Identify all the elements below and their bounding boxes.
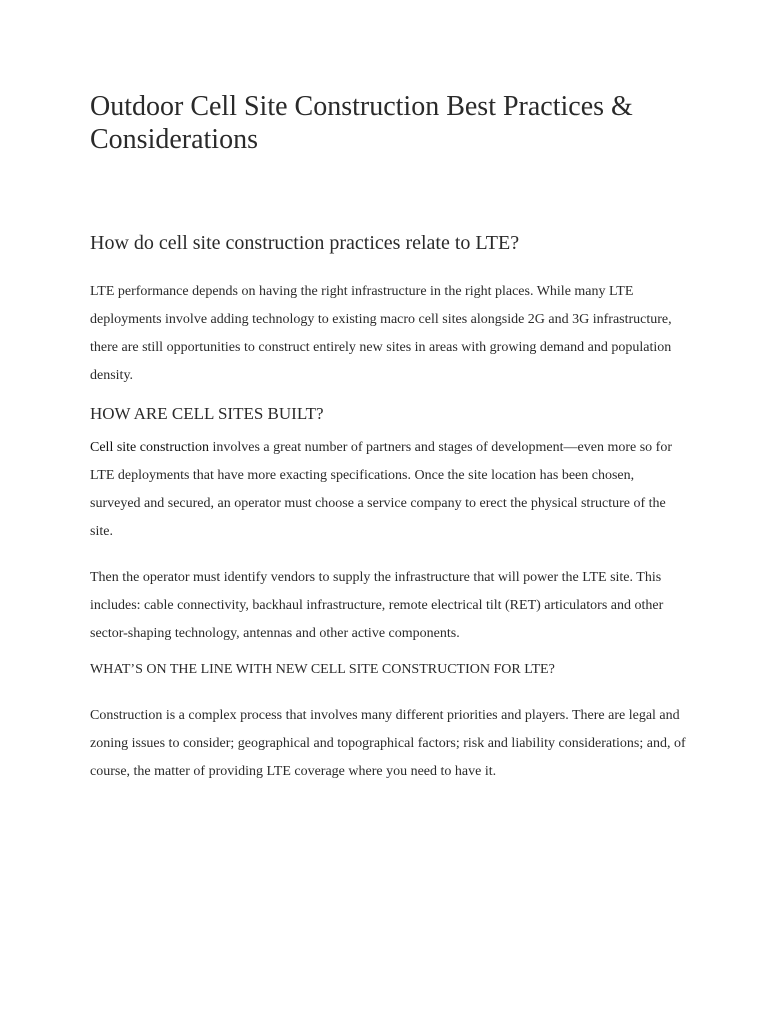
- section-heading-whats-on-the-line: WHAT’S ON THE LINE WITH NEW CELL SITE CONSTRUCTION FOR LTE?: [90, 662, 555, 677]
- section-heading-how-built: HOW ARE CELL SITES BUILT?: [90, 404, 324, 423]
- section-heading-lte-practices: How do cell site construction practices relate to LTE?: [90, 232, 520, 254]
- cell-site-construction-link[interactable]: Cell site construction: [90, 440, 209, 455]
- paragraph-construction-partners-text: involves a great number of partners and stages of development—even more so for LTE deployments that have more exacting specifications. Once the site location has been chosen, surveyed and secured, an operator must choose a service company to erect the physical structure of the site.: [90, 440, 673, 539]
- page-title: Outdoor Cell Site Construction Best Practices & Considerations: [90, 91, 633, 155]
- paragraph-complex-process: Construction is a complex process that involves many different priorities and players. There are legal and zoning issues to consider; geographical and topographical factors; risk and liability considerations; and, of course, the matter of providing LTE coverage where you need to have it.: [90, 708, 686, 779]
- paragraph-vendors: Then the operator must identify vendors to supply the infrastructure that will power the LTE site. This includes: cable connectivity, backhaul infrastructure, remote electrical tilt (RET) articulators and other sector-shaping technology, antennas and other active components.: [90, 570, 664, 641]
- paragraph-construction-partners: [90, 434, 688, 546]
- paragraph-lte-performance: LTE performance depends on having the right infrastructure in the right places. While many LTE deployments involve adding technology to existing macro cell sites alongside 2G and 3G infrastructure, there are still opportunities to construct entirely new sites in areas with growing demand and population density.: [90, 284, 672, 383]
